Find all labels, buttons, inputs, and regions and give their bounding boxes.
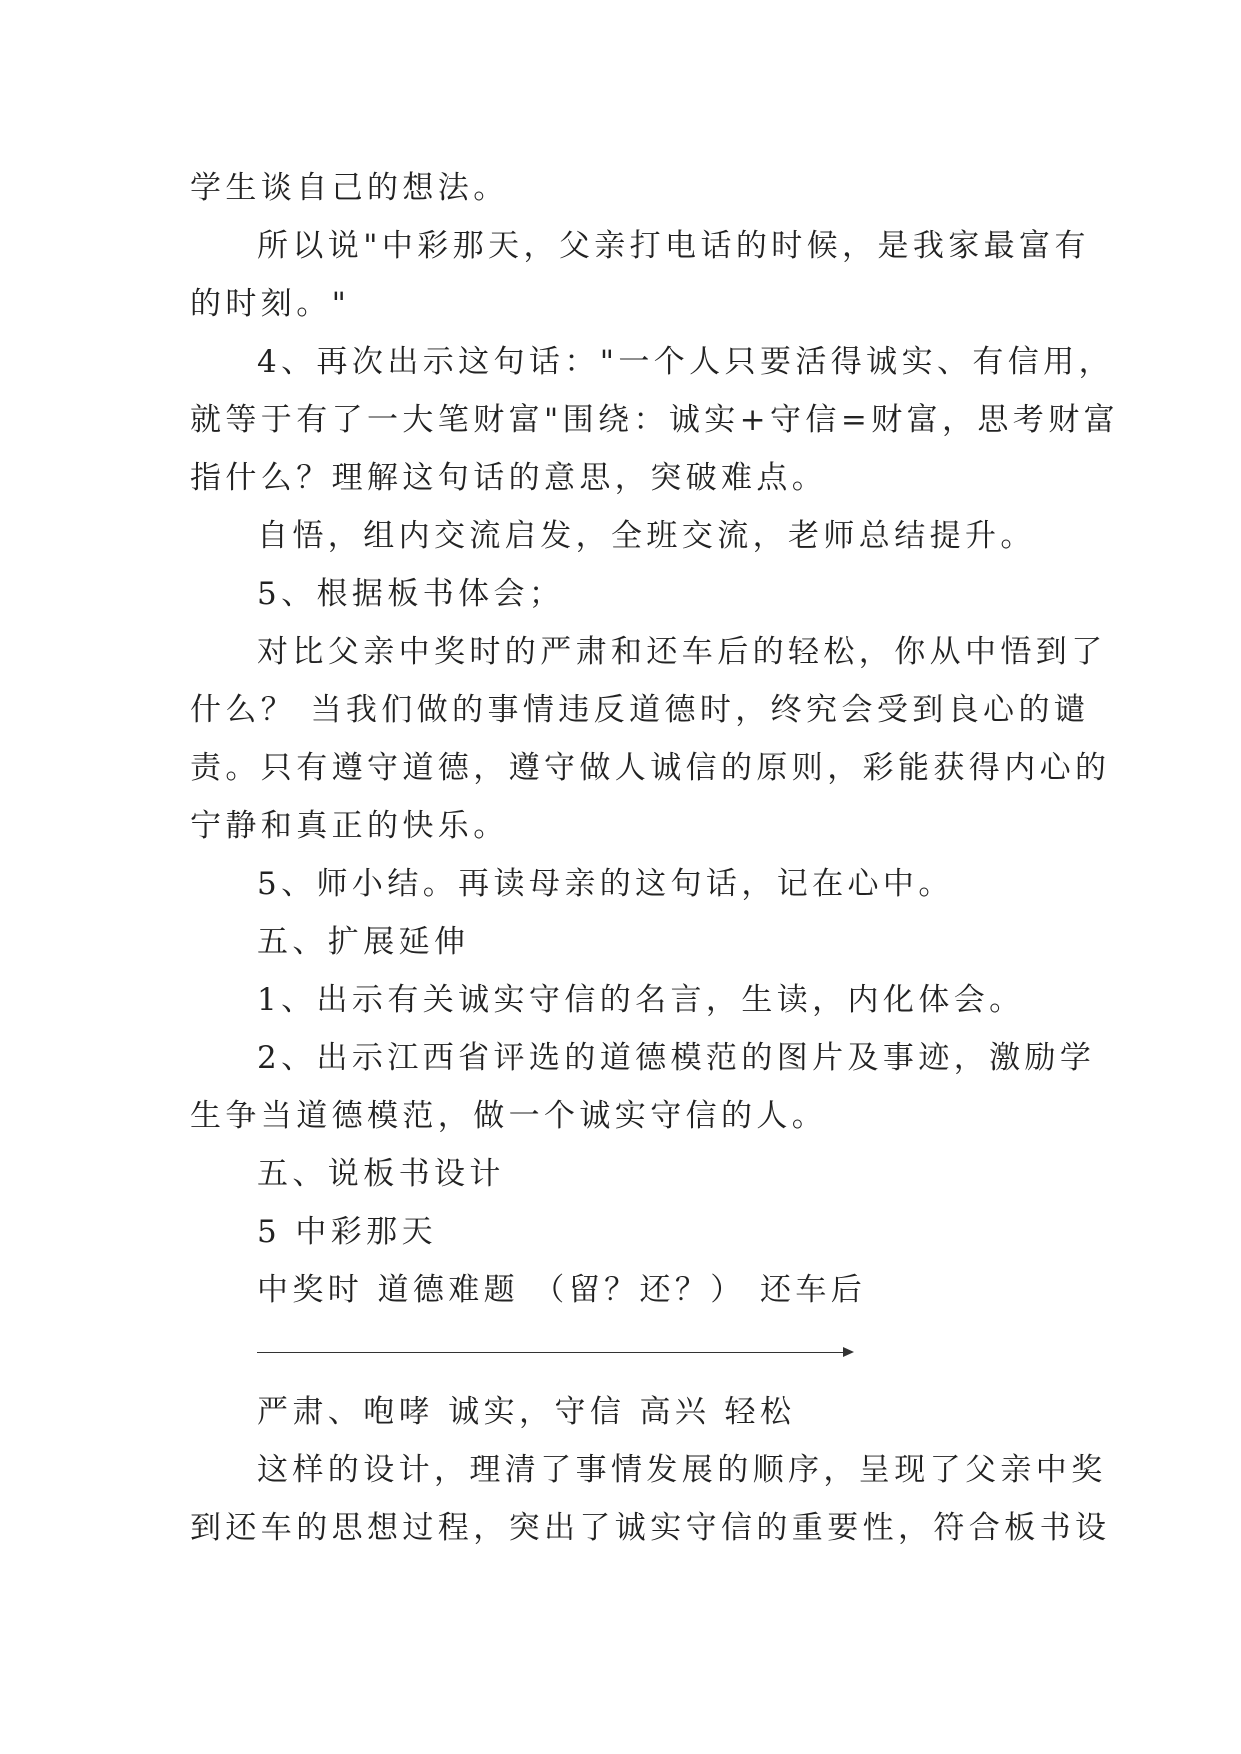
text-line-11: 责。只有遵守道德，遵守做人诚信的原则，彩能获得内心的: [190, 750, 1111, 786]
board-row-states: 严肃、咆哮 诚实，守信 高兴 轻松: [257, 1394, 796, 1430]
text-line-4: 4、再次出示这句话："一个人只要活得诚实、有信用，: [257, 344, 1114, 380]
text-line-8: 5、根据板书体会；: [257, 576, 565, 612]
text-line-10: 什么？ 当我们做的事情违反道德时，终究会受到良心的谴: [190, 692, 1090, 728]
text-line-23: 到还车的思想过程，突出了诚实守信的重要性，符合板书设: [190, 1510, 1111, 1546]
section-heading-extension: 五、扩展延伸: [257, 924, 470, 960]
text-line-16: 2、出示江西省评选的道德模范的图片及事迹，激励学: [257, 1040, 1096, 1076]
text-line-5: 就等于有了一大笔财富"围绕：诚实+守信=财富，思考财富: [190, 402, 1120, 438]
text-line-15: 1、出示有关诚实守信的名言，生读，内化体会。: [257, 982, 1025, 1018]
board-title: 5 中彩那天: [257, 1214, 437, 1250]
board-row-stages: 中奖时 道德难题 （留？还？） 还车后: [257, 1272, 867, 1308]
text-line-2: 所以说"中彩那天，父亲打电话的时候，是我家最富有: [257, 228, 1090, 264]
text-line-22: 这样的设计，理清了事情发展的顺序，呈现了父亲中奖: [257, 1452, 1107, 1488]
text-line-6: 指什么？理解这句话的意思，突破难点。: [190, 460, 828, 496]
arrow-right-icon: [843, 1347, 854, 1357]
text-line-12: 宁静和真正的快乐。: [190, 808, 509, 844]
text-line-3: 的时刻。": [190, 286, 351, 322]
timeline-arrow-line: [257, 1352, 847, 1353]
text-line-9: 对比父亲中奖时的严肃和还车后的轻松，你从中悟到了: [257, 634, 1107, 670]
section-heading-board-design: 五、说板书设计: [257, 1156, 505, 1192]
text-line-1: 学生谈自己的想法。: [190, 170, 509, 206]
text-line-7: 自悟，组内交流启发，全班交流，老师总结提升。: [257, 518, 1036, 554]
text-line-17: 生争当道德模范，做一个诚实守信的人。: [190, 1098, 828, 1134]
text-line-13: 5、师小结。再读母亲的这句话，记在心中。: [257, 866, 954, 902]
